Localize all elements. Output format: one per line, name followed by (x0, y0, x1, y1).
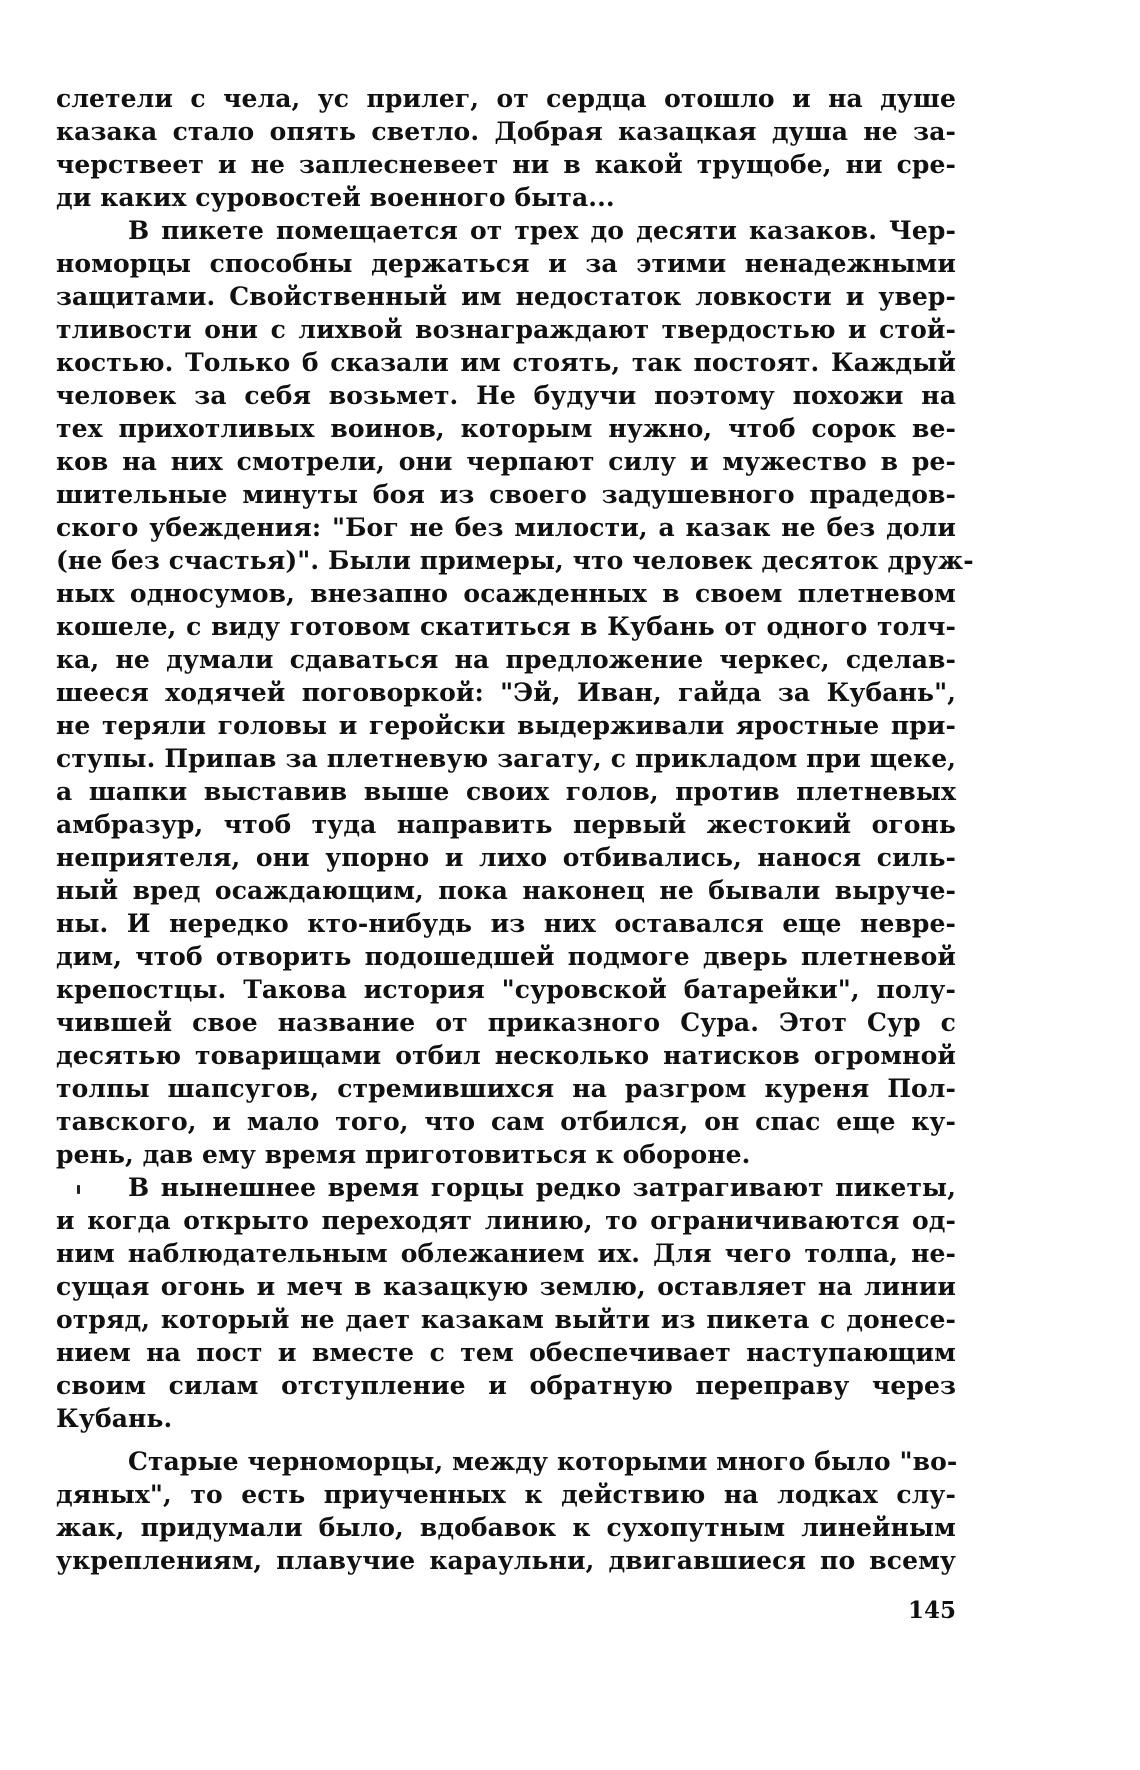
text-line: десятью товарищами отбил несколько натисков огромной (56, 1041, 956, 1070)
text-line: костью. Только б сказали им стоять, так постоят. Каждый (56, 348, 956, 377)
text-line: ди каких суровостей военного быта... (56, 183, 615, 212)
text-line: шееся ходячей поговоркой: "Эй, Иван, гайда за Кубань", (56, 678, 956, 707)
text-line: крепостцы. Такова история "суровской батарейки", полу- (56, 975, 956, 1004)
text-line: казака стало опять светло. Добрая казацкая душа не за- (56, 117, 956, 146)
text-line: человек за себя возьмет. Не будучи поэтому похожи на (56, 381, 956, 410)
text-line: тех прихотливых воинов, которым нужно, чтоб сорок ве- (56, 414, 956, 443)
text-line: чившей свое название от приказного Сура. Этот Сур с (56, 1008, 956, 1037)
text-line: ка, не думали сдаваться на предложение черкес, сделав- (56, 645, 956, 674)
paragraph (56, 214, 974, 1171)
text-line: ского убеждения: "Бог не без милости, а казак не без доли (56, 513, 956, 542)
page-body-text (56, 82, 974, 1577)
text-line: жак, придумали было, вдобавок к сухопутным линейным (56, 1513, 956, 1542)
text-line: ков на них смотрели, они черпают силу и мужество в ре- (56, 447, 956, 476)
text-line: ступы. Припав за плетневую загату, с прикладом при щеке, (56, 744, 956, 773)
scan-speck (77, 1185, 80, 1194)
text-line: В нынешнее время горцы редко затрагивают пикеты, (128, 1173, 956, 1202)
text-line: укреплениям, плавучие караульни, двигавшиеся по всему (56, 1546, 956, 1575)
text-line: кошеле, с виду готовом скатиться в Кубань от одного толч- (56, 612, 956, 641)
text-line: рень, дав ему время приготовиться к обороне. (56, 1140, 751, 1169)
text-line: дяных", то есть приученных к действию на лодках слу- (56, 1480, 956, 1509)
text-line: Старые черноморцы, между которыми много было "во- (128, 1447, 958, 1476)
text-line: (не без счастья)". Были примеры, что человек десяток друж- (56, 546, 974, 575)
text-line: тливости они с лихвой вознаграждают твердостью и стой- (56, 315, 956, 344)
text-line: отряд, который не дает казакам выйти из пикета с донесе- (56, 1305, 956, 1334)
text-line: номорцы способны держаться и за этими ненадежными (56, 249, 956, 278)
text-line: своим силам отступление и обратную переправу через (56, 1371, 956, 1400)
text-line: слетели с чела, ус прилег, от сердца отошло и на душе (56, 84, 956, 113)
text-line: амбразур, чтоб туда направить первый жестокий огонь (56, 810, 956, 839)
paragraph (56, 82, 956, 214)
text-line: ним наблюдательным облежанием их. Для чего толпа, не- (56, 1239, 956, 1268)
text-line: тавского, и мало того, что сам отбился, он спас еще ку- (56, 1107, 956, 1136)
text-line: защитами. Свойственный им недостаток ловкости и увер- (56, 282, 956, 311)
text-line: ный вред осаждающим, пока наконец не бывали выруче- (56, 876, 956, 905)
text-line: толпы шапсугов, стремившихся на разгром куреня Пол- (56, 1074, 956, 1103)
text-line: ны. И нередко кто-нибудь из них оставался еще невре- (56, 909, 956, 938)
text-line: не теряли головы и геройски выдерживали яростные при- (56, 711, 956, 740)
paragraph (56, 1171, 956, 1435)
page-number: 145 (907, 1597, 956, 1624)
text-line: неприятеля, они упорно и лихо отбивались, нанося силь- (56, 843, 956, 872)
text-line: сущая огонь и меч в казацкую землю, оставляет на линии (56, 1272, 956, 1301)
paragraph (56, 1445, 956, 1577)
text-line: В пикете помещается от трех до десяти казаков. Чер- (128, 216, 956, 245)
text-line: ных односумов, внезапно осажденных в своем плетневом (56, 579, 956, 608)
text-line: нием на пост и вместе с тем обеспечивает наступающим (56, 1338, 956, 1367)
text-line: Кубань. (56, 1404, 173, 1433)
text-line: и когда открыто переходят линию, то ограничиваются од- (56, 1206, 956, 1235)
text-line: дим, чтоб отворить подошедшей подмоге дверь плетневой (56, 942, 956, 971)
text-line: а шапки выставив выше своих голов, против плетневых (56, 777, 956, 806)
text-line: шительные минуты боя из своего задушевного прадедов- (56, 480, 956, 509)
text-line: черствеет и не заплесневеет ни в какой трущобе, ни сре- (56, 150, 956, 179)
